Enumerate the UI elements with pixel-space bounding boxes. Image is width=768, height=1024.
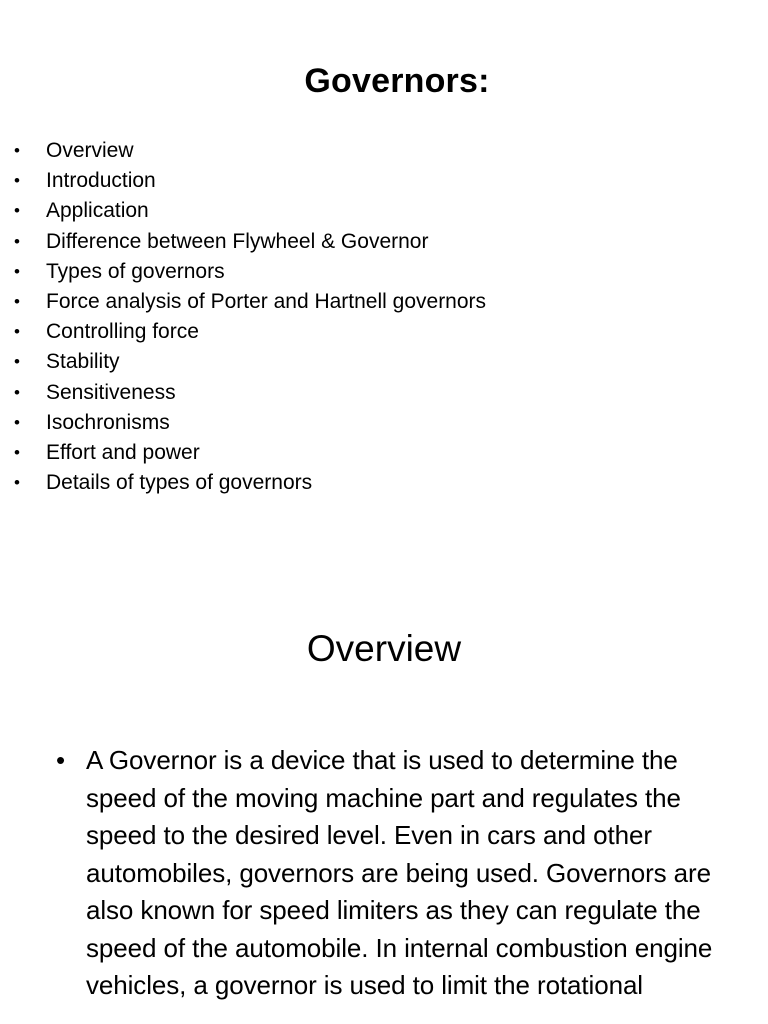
bullet-icon: • bbox=[14, 473, 20, 493]
list-item bbox=[14, 408, 486, 438]
overview-paragraph: A Governor is a device that is used to determine the speed of the moving machine part and regulates the speed to the desired level. Even in cars and other automobiles, governors are being used. Governors are also known for speed limiters as they can regulate the speed of the automobile. In internal combustion engine vehicles, a governor is used to limit the rotational bbox=[86, 745, 713, 1000]
list-item-label: Force analysis of Porter and Hartnell governors bbox=[46, 289, 487, 313]
list-item-label: Details of types of governors bbox=[46, 471, 313, 495]
list-item-label: Application bbox=[46, 199, 149, 223]
list-item bbox=[14, 196, 486, 226]
bullet-icon: • bbox=[14, 141, 20, 160]
bullet-icon: • bbox=[14, 261, 20, 281]
bullet-icon: • bbox=[56, 745, 66, 775]
list-item bbox=[14, 257, 486, 287]
list-item-label: Controlling force bbox=[46, 320, 199, 344]
list-item-label: Effort and power bbox=[46, 440, 200, 464]
list-item bbox=[14, 438, 486, 468]
bullet-icon: • bbox=[14, 352, 20, 372]
bullet-icon: • bbox=[14, 322, 20, 342]
bullet-icon: • bbox=[14, 171, 20, 191]
list-item-label: Sensitiveness bbox=[46, 380, 176, 404]
list-item-label: Stability bbox=[46, 350, 120, 374]
bullet-icon: • bbox=[14, 231, 20, 251]
bullet-icon: • bbox=[14, 291, 20, 311]
list-item bbox=[14, 166, 486, 196]
list-item bbox=[14, 378, 486, 408]
bullet-icon: • bbox=[14, 201, 20, 221]
list-item bbox=[14, 347, 486, 377]
list-item bbox=[14, 227, 486, 257]
list-item bbox=[14, 317, 486, 347]
list-item bbox=[14, 287, 486, 317]
slide-overview bbox=[0, 576, 768, 1024]
list-item-label: Overview bbox=[46, 139, 134, 162]
bullet-icon: • bbox=[14, 382, 20, 402]
slide-title: Governors: bbox=[304, 62, 490, 100]
list-item-label: Introduction bbox=[46, 169, 156, 193]
list-item bbox=[14, 468, 486, 498]
list-item-label: Isochronisms bbox=[46, 410, 170, 434]
list-item-label: Difference between Flywheel & Governor bbox=[46, 229, 429, 253]
bullet-icon: • bbox=[14, 442, 20, 462]
list-item bbox=[14, 136, 486, 166]
overview-bullet-block bbox=[56, 742, 716, 1005]
slide-title: Overview bbox=[306, 628, 462, 669]
list-item-label: Types of governors bbox=[46, 259, 225, 283]
bullet-icon: • bbox=[14, 412, 20, 432]
contents-list bbox=[14, 136, 486, 498]
